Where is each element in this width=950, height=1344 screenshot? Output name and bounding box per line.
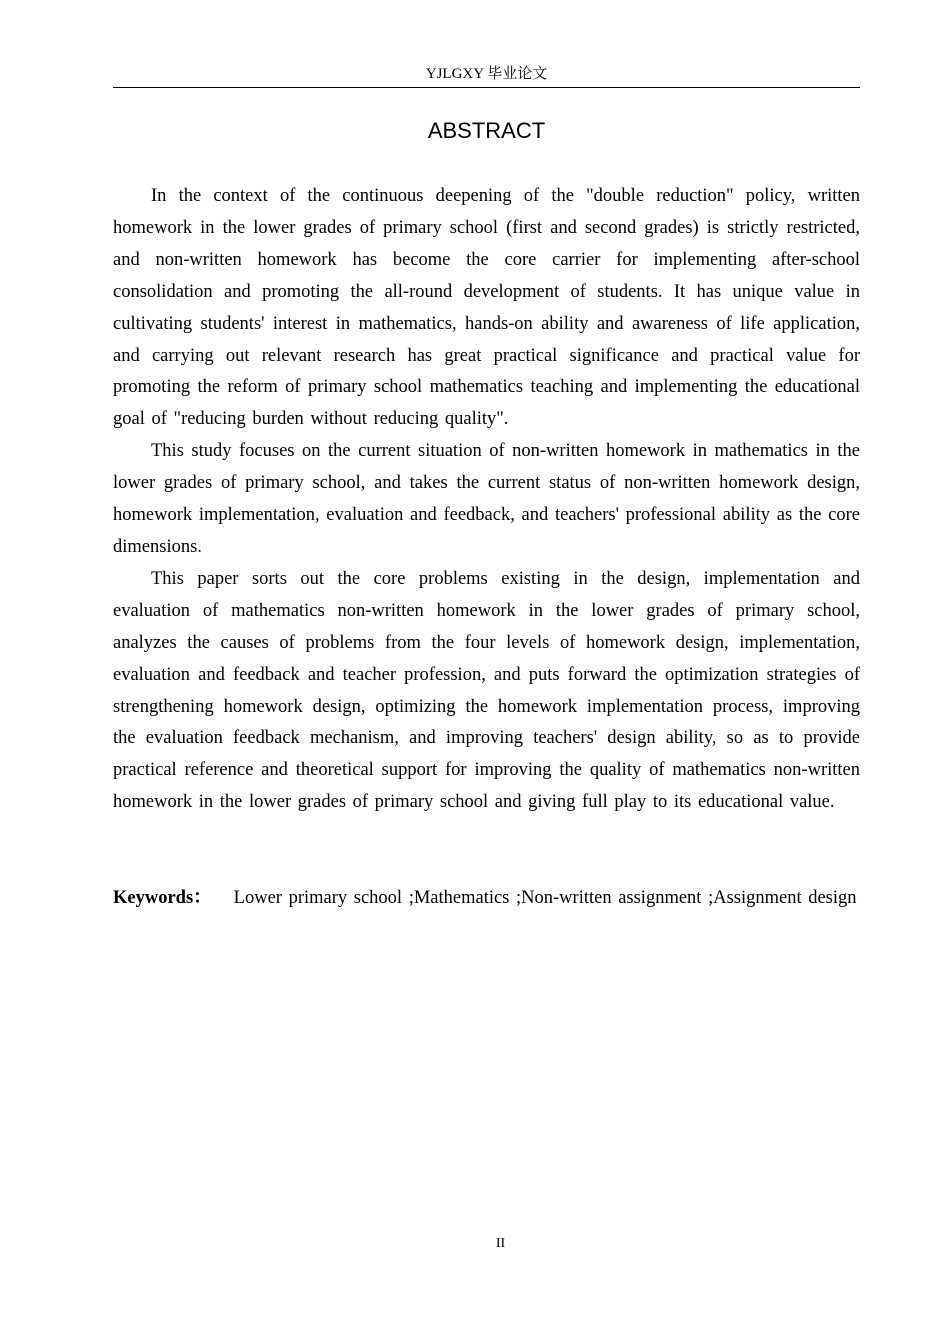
keywords-text: Lower primary school ;Mathematics ;Non-written assignment ;Assignment design xyxy=(233,888,857,908)
abstract-paragraph-3: This paper sorts out the core problems existing in the design, implementation and evaluation of mathematics non-written homework in the lower grades of primary school, analyzes the causes of problems from the four levels of homework design, implementation, evaluation and feedback and teacher profession, and puts forward the optimization strategies of strengthening homework design, optimizing the homework implementation process, improving the evaluation feedback mechanism, and improving teachers' design ability, so as to provide practical reference and theoretical support for improving the quality of mathematics non-written homework in the lower grades of primary school and giving full play to its educational value. xyxy=(113,568,860,813)
abstract-title: ABSTRACT xyxy=(427,118,546,143)
keywords-label: Keywords： xyxy=(113,888,212,908)
running-header: YJLGXY 毕业论文 xyxy=(425,66,548,82)
keywords xyxy=(113,883,860,915)
abstract-paragraph-2: This study focuses on the current situation of non-written homework in mathematics in the lower grades of primary school, and takes the current status of non-written homework design, homework implementation, evaluation and feedback, and teachers' professional ability as the core dimensions. xyxy=(113,441,860,557)
abstract-paragraph-1: In the context of the continuous deepening of the "double reduction" policy, written homework in the lower grades of primary school (first and second grades) is strictly restricted, and non-written homework has become the core carrier for implementing after-school consolidation and promoting the all-round development of students. It has unique value in cultivating students' interest in mathematics, hands-on ability and awareness of life application, and carrying out relevant research has great practical significance and practical value for promoting the reform of primary school mathematics teaching and implementing the educational goal of "reducing burden without reducing quality". xyxy=(113,186,860,430)
header-rule xyxy=(113,87,860,88)
abstract-body xyxy=(113,181,860,819)
page-number: II xyxy=(495,1236,506,1251)
